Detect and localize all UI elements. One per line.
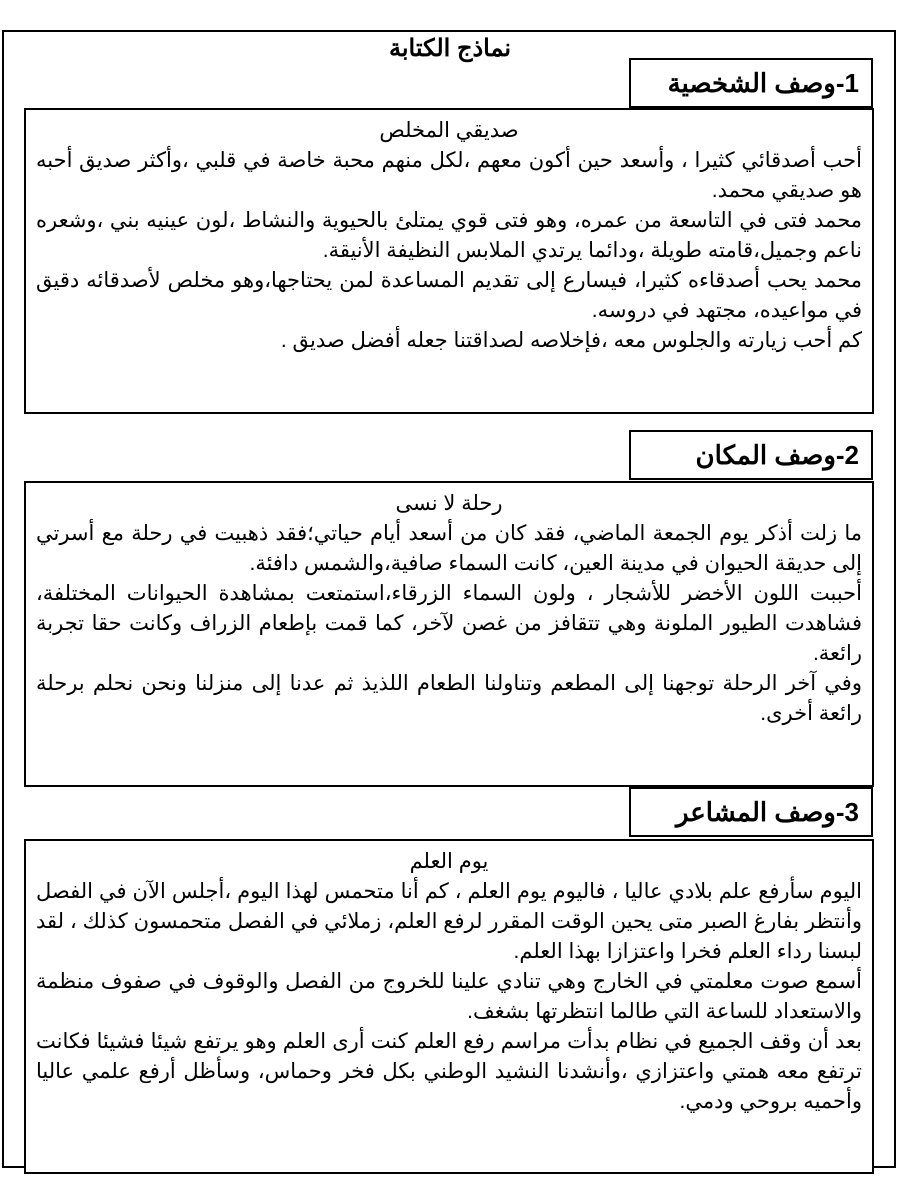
paragraph: محمد يحب أصدقاءه كثيرا، فيسارع إلى تقديم المساعدة لمن يحتاجها،وهو مخلص لأصدقائه دقيق في مواعيده، مجتهد في دروسه. xyxy=(36,269,862,322)
paragraph: بعد أن وقف الجميع في نظام بدأت مراسم رفع العلم كنت أرى العلم وهو يرتفع شيئا فشيئا فكانت ترتفع معه همتي واعتزازي ،وأنشدنا النشيد الوطني بكل فخر وحماس، وسأظل أرفع علمي عاليا وأحميه بروحي ودمي. xyxy=(36,1030,862,1113)
section-subtitle: رحلة لا نسى xyxy=(395,492,503,515)
paragraph: أحببت اللون الأخضر للأشجار ، ولون السماء الزرقاء،استمتعت بمشاهدة الحيوانات المختلفة، فشاهدت الطيور الملونة وهي تتقافز من غصن لآخر، كما قمت بإطعام الزراف وكانت حقا تجربة رائعة. xyxy=(36,582,862,665)
section-feelings-description xyxy=(24,839,874,1174)
section-subtitle: صديقي المخلص xyxy=(379,119,519,142)
paragraph: اليوم سأرفع علم بلادي عاليا ، فاليوم يوم العلم ، كم أنا متحمس لهذا اليوم ،أجلس الآن في الفصل وأنتظر بفارغ الصبر متى يحين الوقت المقرر لرفع العلم، زملائي في الفصل متحمسون كذلك ، لقد لبسنا رداء العلم فخرا واعتزازا بهذا العلم. xyxy=(36,880,862,963)
paragraph: أحب أصدقائي كثيرا ، وأسعد حين أكون معهم ،لكل منهم محبة خاصة في قلبي ،وأكثر صديق أحبه هو صديقي محمد. xyxy=(36,149,862,202)
section-header-place: 2-وصف المكان xyxy=(629,430,873,480)
section-place-description xyxy=(24,481,874,787)
section-header-character: 1-وصف الشخصية xyxy=(629,58,873,108)
paragraph: ما زلت أذكر يوم الجمعة الماضي، فقد كان من أسعد أيام حياتي؛فقد ذهبيت في رحلة مع أسرتي إلى حديقة الحيوان في مدينة العين، كانت السماء صافية،والشمس دافئة. xyxy=(36,522,862,575)
paragraph: كم أحب زيارته والجلوس معه ،فإخلاصه لصداقتنا جعله أفضل صديق . xyxy=(280,329,862,352)
section-header-feelings: 3-وصف المشاعر xyxy=(629,787,873,837)
paragraph: محمد فتى في التاسعة من عمره، وهو فتى قوي يمتلئ بالحيوية والنشاط ،لون عينيه بني ،وشعره ناعم وجميل،قامته طويلة ،ودائما يرتدي الملابس النظيفة الأنيقة. xyxy=(36,209,862,262)
paragraph: أسمع صوت معلمتي في الخارج وهي تنادي علينا للخروج من الفصل والوقوف في صفوف منظمة والاستعداد للساعة التي طالما انتظرتها بشغف. xyxy=(36,970,862,1023)
page-title: نماذج الكتابة xyxy=(388,35,512,62)
paragraph: وفي آخر الرحلة توجهنا إلى المطعم وتناولنا الطعام اللذيذ ثم عدنا إلى منزلنا ونحن نحلم برحلة رائعة أخرى. xyxy=(36,672,862,725)
section-subtitle: يوم العلم xyxy=(409,850,489,873)
section-character-description xyxy=(24,108,874,414)
